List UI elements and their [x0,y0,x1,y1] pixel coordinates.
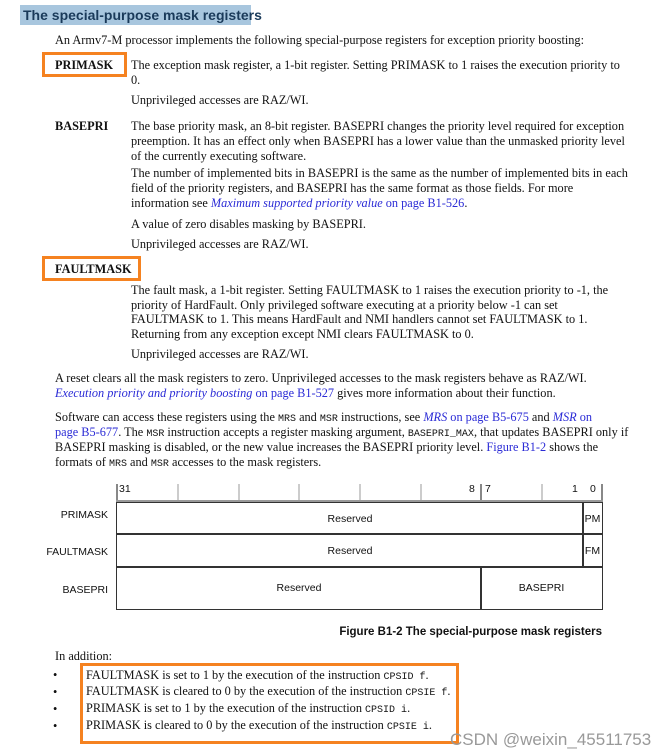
bit-tick [177,484,179,501]
bullet: • [53,719,58,733]
bit-label-7: 7 [485,483,491,495]
basepri-desc: The base priority mask, an 8-bit register. BASEPRI changes the priority level required for exception [131,119,625,133]
reset-text [55,386,556,401]
basepri-desc: field of the priority registers, and BASEPRI has the same format as those fields. For more [131,181,574,195]
t: , that updates BASEPRI only if [473,425,629,439]
period: . [464,196,468,210]
bit-tick [420,484,422,501]
primask-label: PRIMASK [55,58,114,72]
bit-tick [298,484,300,501]
max-priority-link[interactable] [211,196,464,210]
fm-field: FM [582,533,603,568]
reset-text: A reset clears all the mask registers to zero. Unprivileged accesses to the mask registers behave as RAZ/WI. [55,371,587,385]
basepri-desc: The number of implemented bits in BASEPRI is the same as the number of implemented bits in each [131,166,628,180]
bit-tick [541,484,543,501]
list-item [86,684,450,701]
primask-access: Unprivileged accesses are RAZ/WI. [131,93,309,107]
bit-label-1: 1 [572,483,578,495]
code: MSR [319,414,338,425]
t: . [425,668,429,682]
code: CPSIE f [405,688,448,699]
link-page[interactable]: on page B1-526 [382,196,465,210]
figure-caption: Figure B1-2 The special-purpose mask registers [339,626,602,638]
t: and [126,455,151,469]
basepri-desc: of the currently executing software. [131,149,307,163]
t: . [428,718,432,732]
link-text[interactable]: MRS [423,410,448,424]
basepri-desc: preemption. It has an effect only when BASEPRI has a lower value than the unmasked priority level [131,134,625,148]
code: MRS [277,414,296,425]
row-label-primask: PRIMASK [60,509,108,521]
t: accesses to the mask registers. [168,455,322,469]
t: PRIMASK is set to 1 by the execution of the instruction [86,701,366,715]
bit-tick [601,484,603,501]
text: information see [131,196,211,210]
msr-link[interactable] [553,410,592,424]
primask-reserved-field: Reserved [116,502,584,535]
bit-label-8: 8 [469,483,475,495]
primask-desc: The exception mask register, a 1-bit register. Setting PRIMASK to 1 raises the execution priority to [131,58,620,72]
bit-tick [359,484,361,501]
t: PRIMASK is cleared to 0 by the execution of the instruction [86,718,387,732]
basepri-access: Unprivileged accesses are RAZ/WI. [131,237,309,251]
row-label-basepri: BASEPRI [62,584,108,596]
faultmask-reserved-field: Reserved [116,533,584,568]
code: MSR [150,459,169,470]
bullet: • [53,668,58,682]
section-title: The special-purpose mask registers [20,5,251,25]
link-page[interactable]: on page B1-527 [252,386,335,400]
bit-label-0: 0 [590,483,596,495]
basepri-reserved-field: Reserved [116,566,482,610]
faultmask-access: Unprivileged accesses are RAZ/WI. [131,347,309,361]
bullet: • [53,702,58,716]
t: instructions, see [337,410,424,424]
text: gives more information about their function. [334,386,556,400]
faultmask-desc: priority of HardFault. Only privileged software executing at a priority below -1 can set [131,298,558,312]
basepri-label: BASEPRI [55,119,109,133]
link-page[interactable]: on page B5-675 [447,410,529,424]
addition-heading: In addition: [55,649,113,663]
basepri-field: BASEPRI [480,566,603,610]
exec-priority-link[interactable] [55,386,334,400]
faultmask-desc: FAULTMASK to 1. This means HardFault and NMI handlers cannot set FAULTMASK to 1. [131,312,588,326]
t: . The [118,425,147,439]
basepri-desc [131,196,467,211]
bit-tick [116,484,118,501]
t: formats of [55,455,109,469]
t: . [407,701,411,715]
code: MSR [146,429,165,440]
t: and [296,410,320,424]
t: . [447,684,451,698]
code: BASEPRI_MAX [407,429,474,440]
intro-text: An Armv7-M processor implements the following special-purpose registers for exception priority boosting: [55,33,584,47]
list-item [86,701,410,718]
link-text[interactable]: Maximum supported priority value [210,196,383,210]
link-text[interactable]: Execution priority and priority boosting [55,386,253,400]
t: FAULTMASK is cleared to 0 by the execution of the instruction [86,684,406,698]
t: and [528,410,553,424]
bit-tick [480,484,482,501]
code: CPSID f [383,672,426,683]
t: FAULTMASK is set to 1 by the execution of the instruction [86,668,384,682]
list-item [86,718,432,735]
t: Software can access these registers using the [55,410,278,424]
faultmask-desc: The fault mask, a 1-bit register. Setting FAULTMASK to 1 raises the execution priority to -1, the [131,283,609,297]
mrs-link[interactable] [423,410,529,424]
software-text [55,440,598,455]
code: CPSID i [365,705,408,716]
link-text[interactable]: MSR [552,410,577,424]
row-label-faultmask: FAULTMASK [46,546,108,558]
code: CPSIE i [386,722,429,733]
faultmask-label: FAULTMASK [55,262,132,276]
basepri-desc: A value of zero disables masking by BASEPRI. [131,217,366,231]
figure-link[interactable]: Figure B1-2 [486,440,547,454]
software-text [55,455,321,472]
link-page[interactable]: on [576,410,593,424]
code: MRS [108,459,127,470]
t: BASEPRI masking is disabled, or the new value increases the BASEPRI priority level. [55,440,487,454]
primask-desc: 0. [131,73,141,87]
t: shows the [546,440,599,454]
bullet: • [53,685,58,699]
bit-tick [238,484,240,501]
msr-link-page[interactable]: page B5-677 [55,425,119,439]
list-item [86,668,429,685]
bit-label-31: 31 [119,483,131,495]
pm-field: PM [582,502,603,535]
watermark: CSDN @weixin_45511753 [450,730,651,749]
faultmask-desc: Returning from any exception except NMI clears FAULTMASK to 0. [131,327,474,341]
t: instruction accepts a register masking argument, [164,425,408,439]
